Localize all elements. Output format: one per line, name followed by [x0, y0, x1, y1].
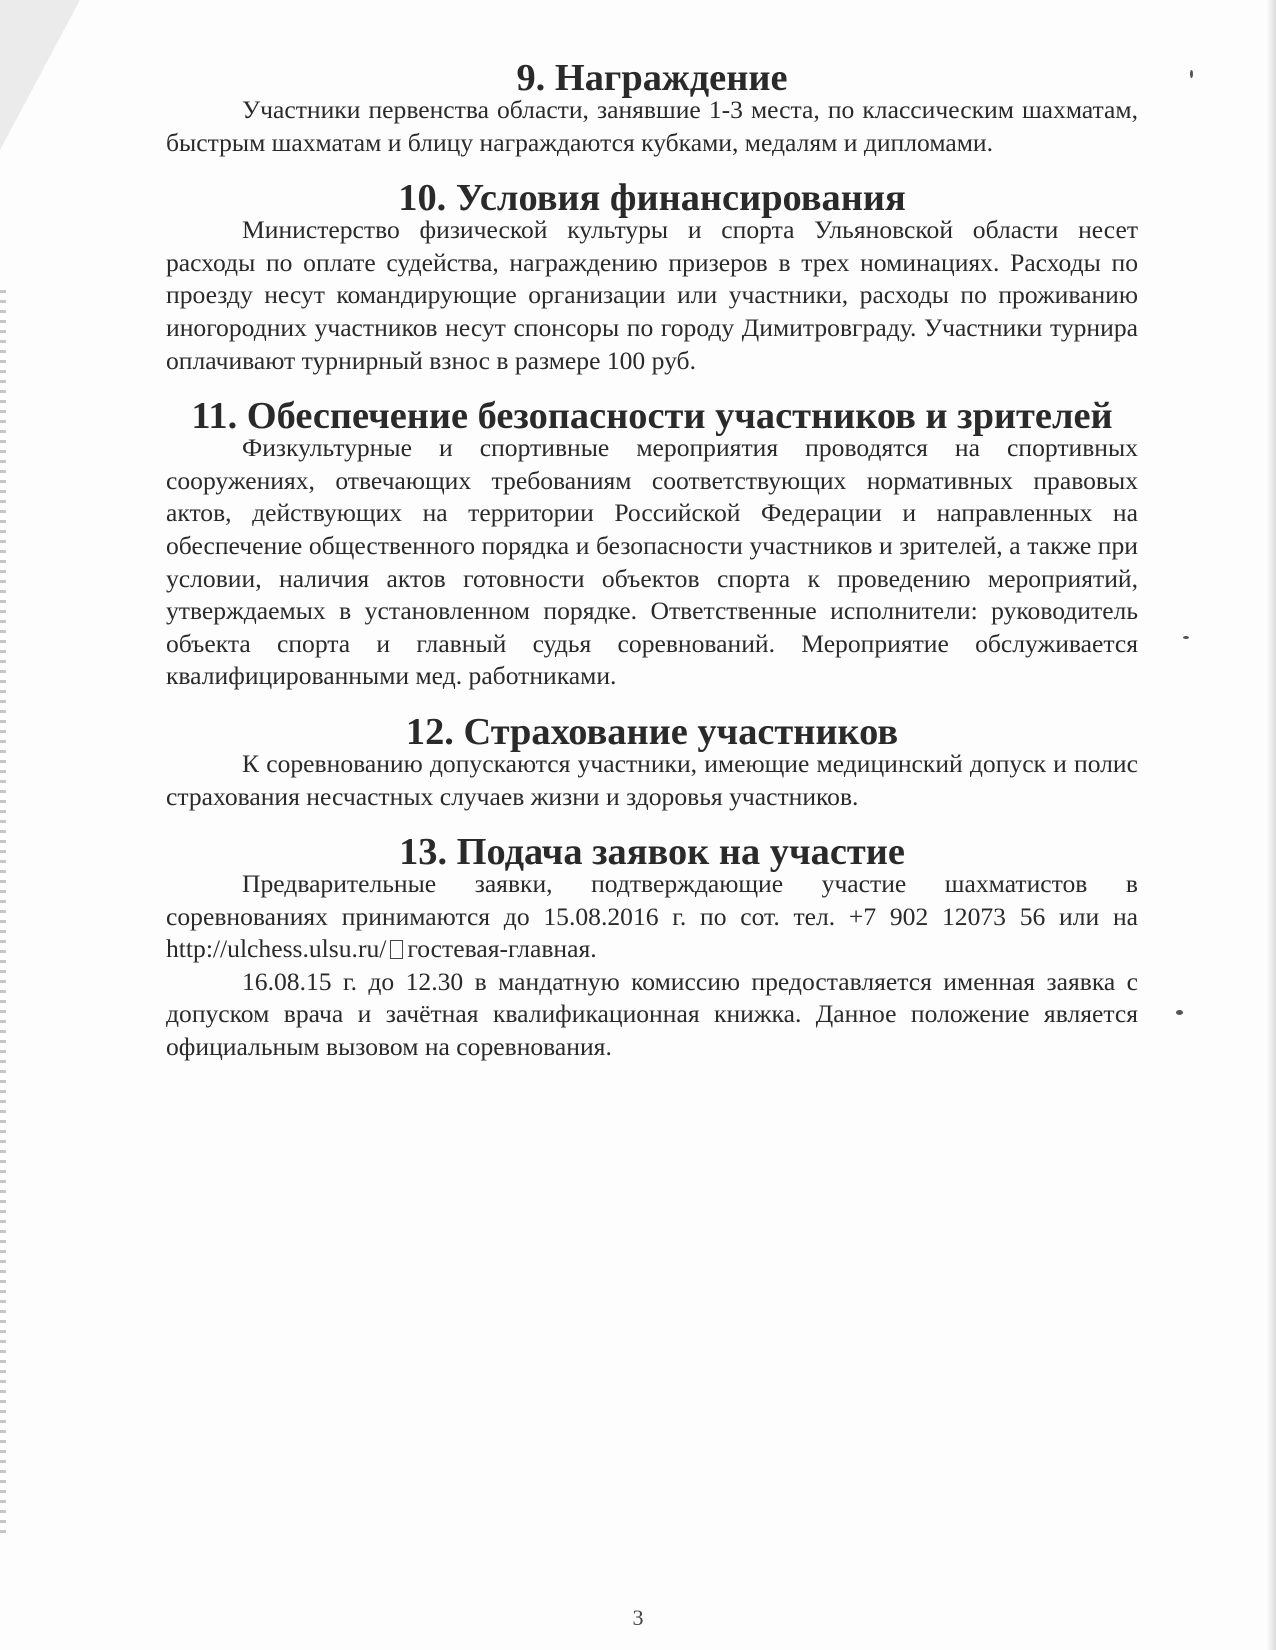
arrow-placeholder-icon: [390, 940, 403, 959]
scan-speck: [1176, 1010, 1183, 1015]
folded-corner: [0, 0, 80, 150]
section-applications: [166, 831, 1138, 1064]
scan-speck: [1183, 636, 1189, 639]
binding-marks: [0, 290, 6, 1540]
section-paragraph: [166, 868, 1138, 966]
paragraph-text: Предварительные заявки, подтверждающие участие шахматистов в соревнованиях принимаются до 15.08.2016 г. по сот. тел. +7 902 12073 56 или на: [166, 869, 1138, 931]
section-safety: [166, 395, 1138, 693]
section-heading: 11. Обеспечение безопасности участников и зрителей: [191, 395, 1113, 438]
section-heading: 9. Награждение: [516, 57, 788, 99]
document-body: [166, 57, 1138, 1087]
section-paragraph: Министерство физической культуры и спорта Ульяновской области несет расходы по оплате судейства, награждению призеров в трех номинациях. Расходы по проезду несут командирующие организации или участники, расходы по проживанию иногородних участников несут спонсоры по городу Димитровграду. Участники турнира оплачивают турнирный взнос в размере 100 руб.: [166, 215, 1138, 375]
section-paragraph: Участники первенства области, занявшие 1-3 места, по классическим шахматам, быстрым шахматам и блицу награждаются кубками, медалям и дипломами.: [166, 95, 1138, 157]
section-insurance: [166, 710, 1138, 813]
scan-speck: [1190, 70, 1193, 78]
page-edge-shadow: [1266, 0, 1276, 1650]
website-link[interactable]: http://ulchess.ulsu.ru/: [166, 934, 387, 964]
section-paragraph: Физкультурные и спортивные мероприятия проводятся на спортивных сооружениях, отвечающих требованиям соответствующих нормативных правовых актов, действующих на территории Российской Федерации и направленных на обеспечение общественного порядка и безопасности участников и зрителей, а также при условии, наличия актов готовности объектов спорта к проведению мероприятий, утверждаемых в установленном порядке. Ответственные исполнители: руководитель объекта спорта и главный судья соревнований. Мероприятие обслуживается квалифицированными мед. работниками.: [166, 433, 1138, 691]
section-awards: [166, 57, 1138, 159]
link-suffix: гостевая-главная.: [407, 934, 597, 964]
section-heading: 12. Страхование участников: [405, 710, 899, 753]
section-paragraph: 16.08.15 г. до 12.30 в мандатную комиссию предоставляется именная заявка с допуском врача и зачётная квалификационная книжка. Данное положение является официальным вызовом на соревнования.: [166, 966, 1138, 1062]
section-paragraph: К соревнованию допускаются участники, имеющие медицинский допуск и полис страхования несчастных случаев жизни и здоровья участников.: [166, 748, 1138, 811]
section-heading: 10. Условия финансирования: [398, 177, 906, 220]
section-heading: 13. Подача заявок на участие: [399, 831, 905, 874]
section-financing: [166, 177, 1138, 377]
page-number: 3: [632, 1605, 644, 1630]
